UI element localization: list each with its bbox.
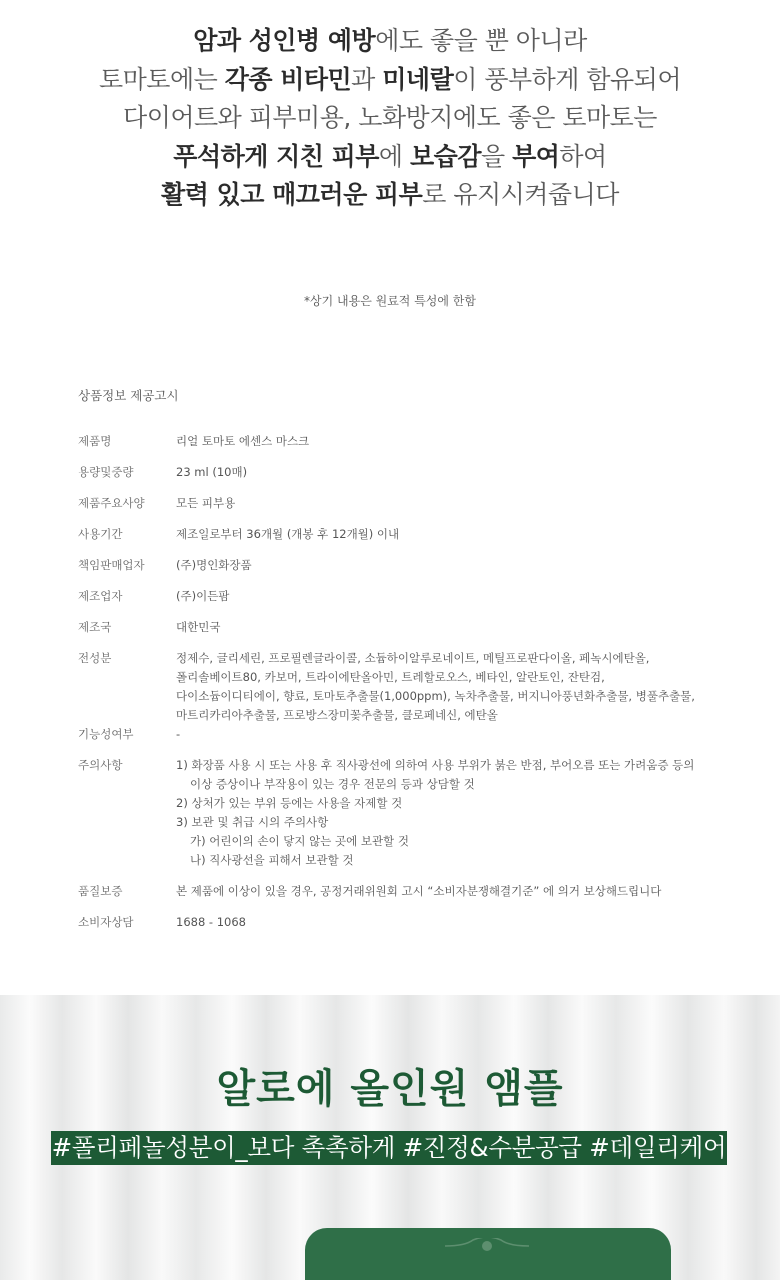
info-value (176, 649, 718, 725)
info-title: 상품정보 제공고시 (78, 388, 179, 403)
info-label: 주의사항 (78, 758, 123, 772)
caution-line: 2) 상처가 있는 부위 등에는 사용을 자제할 것 (176, 796, 403, 810)
intro-segment: 다이어트와 피부미용, 노화방지에도 좋은 토마토는 (123, 103, 657, 132)
intro-line-5 (0, 176, 780, 215)
intro-emphasis: 암과 성인병 예방 (193, 26, 376, 55)
intro-emphasis: 미네랄 (382, 64, 454, 94)
info-label: 용량및중량 (78, 465, 134, 479)
info-row-country (78, 618, 718, 637)
info-label: 사용기간 (78, 527, 123, 541)
info-row-functional (78, 725, 718, 744)
product-info-table (78, 432, 718, 932)
intro-segment: 이 풍부하게 함유되어 (453, 64, 681, 94)
caution-line: 이상 증상이나 부작용이 있는 경우 전문의 등과 상담할 것 (190, 777, 475, 791)
info-row-period (78, 525, 718, 544)
intro-text (0, 22, 780, 215)
info-value: 본 제품에 이상이 있을 경우, 공정거래위원회 고시 “소비자분쟁해결기준” 에 의거 보상해드립니다 (176, 884, 662, 898)
info-label: 전성분 (78, 651, 112, 665)
intro-emphasis: 부여 (512, 141, 560, 171)
intro-line-3 (0, 99, 780, 138)
info-value: (주)이든팜 (176, 589, 230, 603)
intro-emphasis: 보습감 (410, 141, 481, 171)
info-label: 제품주요사양 (78, 496, 145, 510)
info-label: 제조국 (78, 620, 112, 634)
intro-segment: 을 (480, 141, 513, 171)
intro-emphasis: 푸석하게 지친 피부 (173, 141, 379, 171)
intro-emphasis: 각종 비타민 (224, 64, 352, 94)
info-row-seller (78, 556, 718, 575)
info-value: 모든 피부용 (176, 496, 236, 510)
info-value: 23 ml (10매) (176, 465, 248, 479)
info-row-ingredients (78, 649, 718, 725)
intro-segment: 토마토에는 (99, 64, 225, 94)
info-label: 품질보증 (78, 884, 123, 898)
info-value: 대한민국 (176, 620, 221, 634)
product-pack-image (305, 1228, 671, 1280)
info-value (176, 756, 718, 870)
info-row-caution (78, 756, 718, 870)
intro-segment: 하여 (559, 141, 607, 171)
info-label: 소비자상담 (78, 915, 134, 929)
intro-segment: 로 유지시켜줍니다 (422, 180, 619, 209)
intro-segment: 과 (351, 64, 383, 94)
intro-segment: 에도 좋을 뿐 아니라 (375, 26, 587, 55)
info-value: (주)명인화장품 (176, 558, 252, 572)
info-row-product-name (78, 432, 718, 451)
caution-line: 가) 어린이의 손이 닿지 않는 곳에 보관할 것 (190, 834, 409, 848)
info-row-manufacturer (78, 587, 718, 606)
info-value: 제조일로부터 36개월 (개봉 후 12개월) 이내 (176, 527, 400, 541)
info-row-warranty (78, 882, 718, 901)
info-value: 리얼 토마토 에센스 마스크 (176, 434, 310, 448)
caution-line: 나) 직사광선을 피해서 보관할 것 (190, 853, 354, 867)
info-value: 1688 - 1068 (176, 915, 246, 929)
disclaimer-note: *상기 내용은 원료적 특성에 한함 (304, 294, 476, 308)
info-row-customer-service (78, 913, 718, 932)
info-label: 제조업자 (78, 589, 123, 603)
intro-segment: 에 (378, 141, 411, 171)
intro-emphasis: 활력 있고 매끄러운 피부 (161, 180, 423, 209)
info-value: - (176, 727, 181, 741)
caution-line: 1) 화장품 사용 시 또는 사용 후 직사광선에 의하여 사용 부위가 붉은 반점, 부어오름 또는 가려움증 등의 (176, 758, 695, 772)
promo-banner (0, 995, 780, 1280)
info-label: 기능성여부 (78, 727, 134, 741)
promo-title: 알로에 올인원 앰플 (216, 1066, 564, 1112)
ingredients-line: 폴리솔베이트80, 카보머, 트라이에탄올아민, 트레할로오스, 베타인, 알란토인, 잔탄검, (176, 670, 605, 684)
info-row-volume (78, 463, 718, 482)
hang-hole-icon (445, 1238, 529, 1264)
info-label: 책임판매업자 (78, 558, 145, 572)
info-row-spec (78, 494, 718, 513)
promo-hashtag-bar: #폴리페놀성분이_보다 촉촉하게 #진정&수분공급 #데일리케어 (51, 1131, 727, 1165)
intro-line-1 (0, 22, 780, 61)
caution-line: 3) 보관 및 취급 시의 주의사항 (176, 815, 329, 829)
info-label: 제품명 (78, 434, 112, 448)
ingredients-line: 마트리카리아추출물, 프로방스장미꽃추출물, 클로페네신, 에탄올 (176, 708, 498, 722)
intro-line-2 (0, 61, 780, 100)
ingredients-line: 다이소듐이디티에이, 향료, 토마토추출물(1,000ppm), 녹차추출물, 버지니아풍년화추출물, 병풀추출물, (176, 689, 695, 703)
ingredients-line: 정제수, 글리세린, 프로필렌글라이콜, 소듐하이알루로네이트, 메틸프로판다이올, 페녹시에탄올, (176, 651, 650, 665)
intro-line-4 (0, 138, 780, 177)
